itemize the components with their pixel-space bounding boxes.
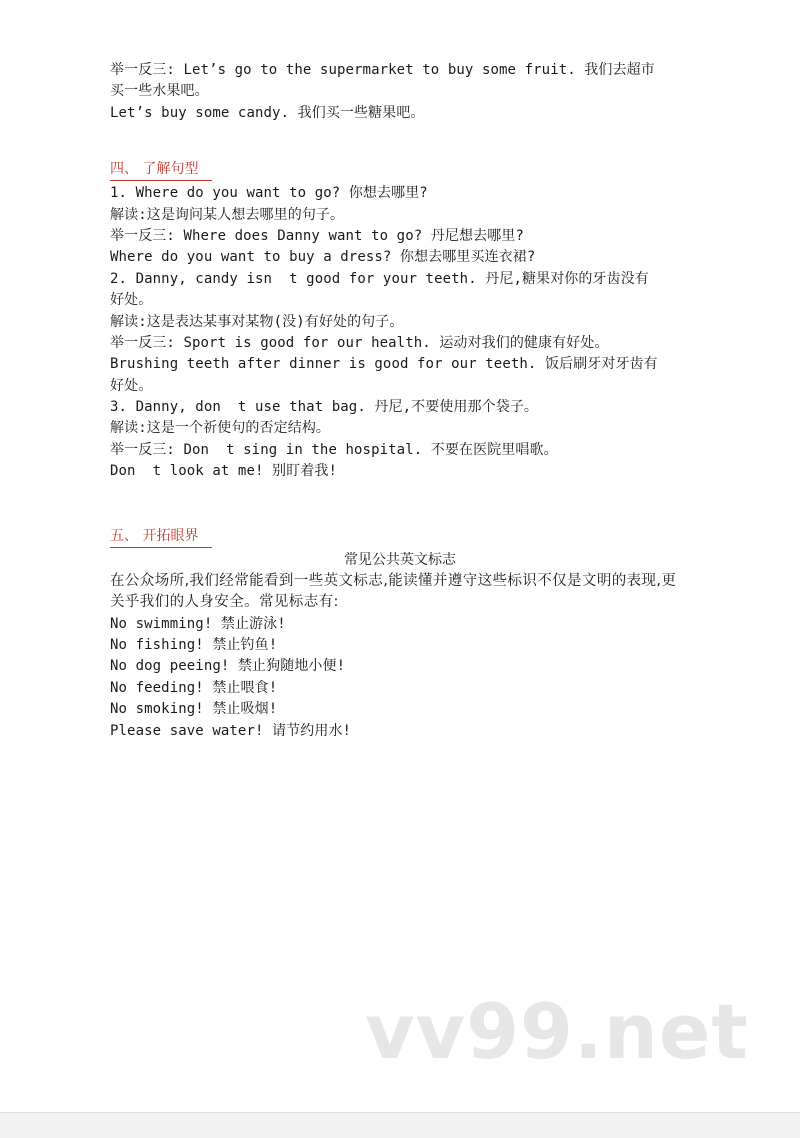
sign-line: No feeding! 禁止喂食!	[110, 679, 278, 696]
text-line: 3. Danny, don t use that bag. 丹尼,不要使用那个袋子。	[110, 399, 539, 416]
sign-line: No dog peeing! 禁止狗随地小便!	[110, 658, 346, 675]
watermark: vv99.net	[365, 987, 749, 1076]
section-five	[110, 525, 690, 742]
text-line: 举一反三: Where does Danny want to go? 丹尼想去哪里?	[110, 227, 524, 244]
text-line: 1. Where do you want to go? 你想去哪里?	[110, 185, 428, 202]
intro-paragraph: 在公众场所,我们经常能看到一些英文标志,能读懂并遵守这些标识不仅是文明的表现,更关乎我们的人身安全。常见标志有:	[110, 572, 677, 611]
section-heading: 四、 了解句型	[110, 159, 212, 181]
text-line: Don t look at me! 别盯着我!	[110, 463, 337, 480]
text-line: 解读:这是询问某人想去哪里的句子。	[110, 206, 345, 223]
text-line: 举一反三: Let’s go to the supermarket to buy some fruit. 我们去超市	[110, 62, 655, 78]
text-line: 买一些水果吧。	[110, 83, 209, 100]
text-line: 好处。	[110, 292, 153, 309]
text-line: Let’s buy some candy. 我们买一些糖果吧。	[110, 104, 425, 121]
sign-line: No swimming! 禁止游泳!	[110, 615, 286, 632]
page-footer-strip	[0, 1112, 800, 1138]
sign-line: Please save water! 请节约用水!	[110, 722, 352, 739]
text-line: 举一反三: Sport is good for our health. 运动对我们的健康有好处。	[110, 334, 609, 351]
section-four	[110, 158, 690, 482]
section-heading: 五、 开拓眼界	[110, 526, 212, 548]
text-line: 好处。	[110, 377, 153, 394]
text-line: 举一反三: Don t sing in the hospital. 不要在医院里唱歌。	[110, 441, 558, 458]
document-content	[110, 60, 690, 742]
text-line: 解读:这是一个祈使句的否定结构。	[110, 420, 331, 437]
text-line: Brushing teeth after dinner is good for our teeth. 饭后刷牙对牙齿有	[110, 356, 658, 373]
text-line: Where do you want to buy a dress? 你想去哪里买连衣裙?	[110, 249, 536, 266]
text-line: 解读:这是表达某事对某物(没)有好处的句子。	[110, 313, 404, 330]
text-line: 2. Danny, candy isn t good for your teeth. 丹尼,糖果对你的牙齿没有	[110, 270, 649, 287]
section-title: 常见公共英文标志	[344, 551, 456, 568]
sign-line: No fishing! 禁止钓鱼!	[110, 637, 278, 654]
sign-line: No smoking! 禁止吸烟!	[110, 701, 278, 718]
